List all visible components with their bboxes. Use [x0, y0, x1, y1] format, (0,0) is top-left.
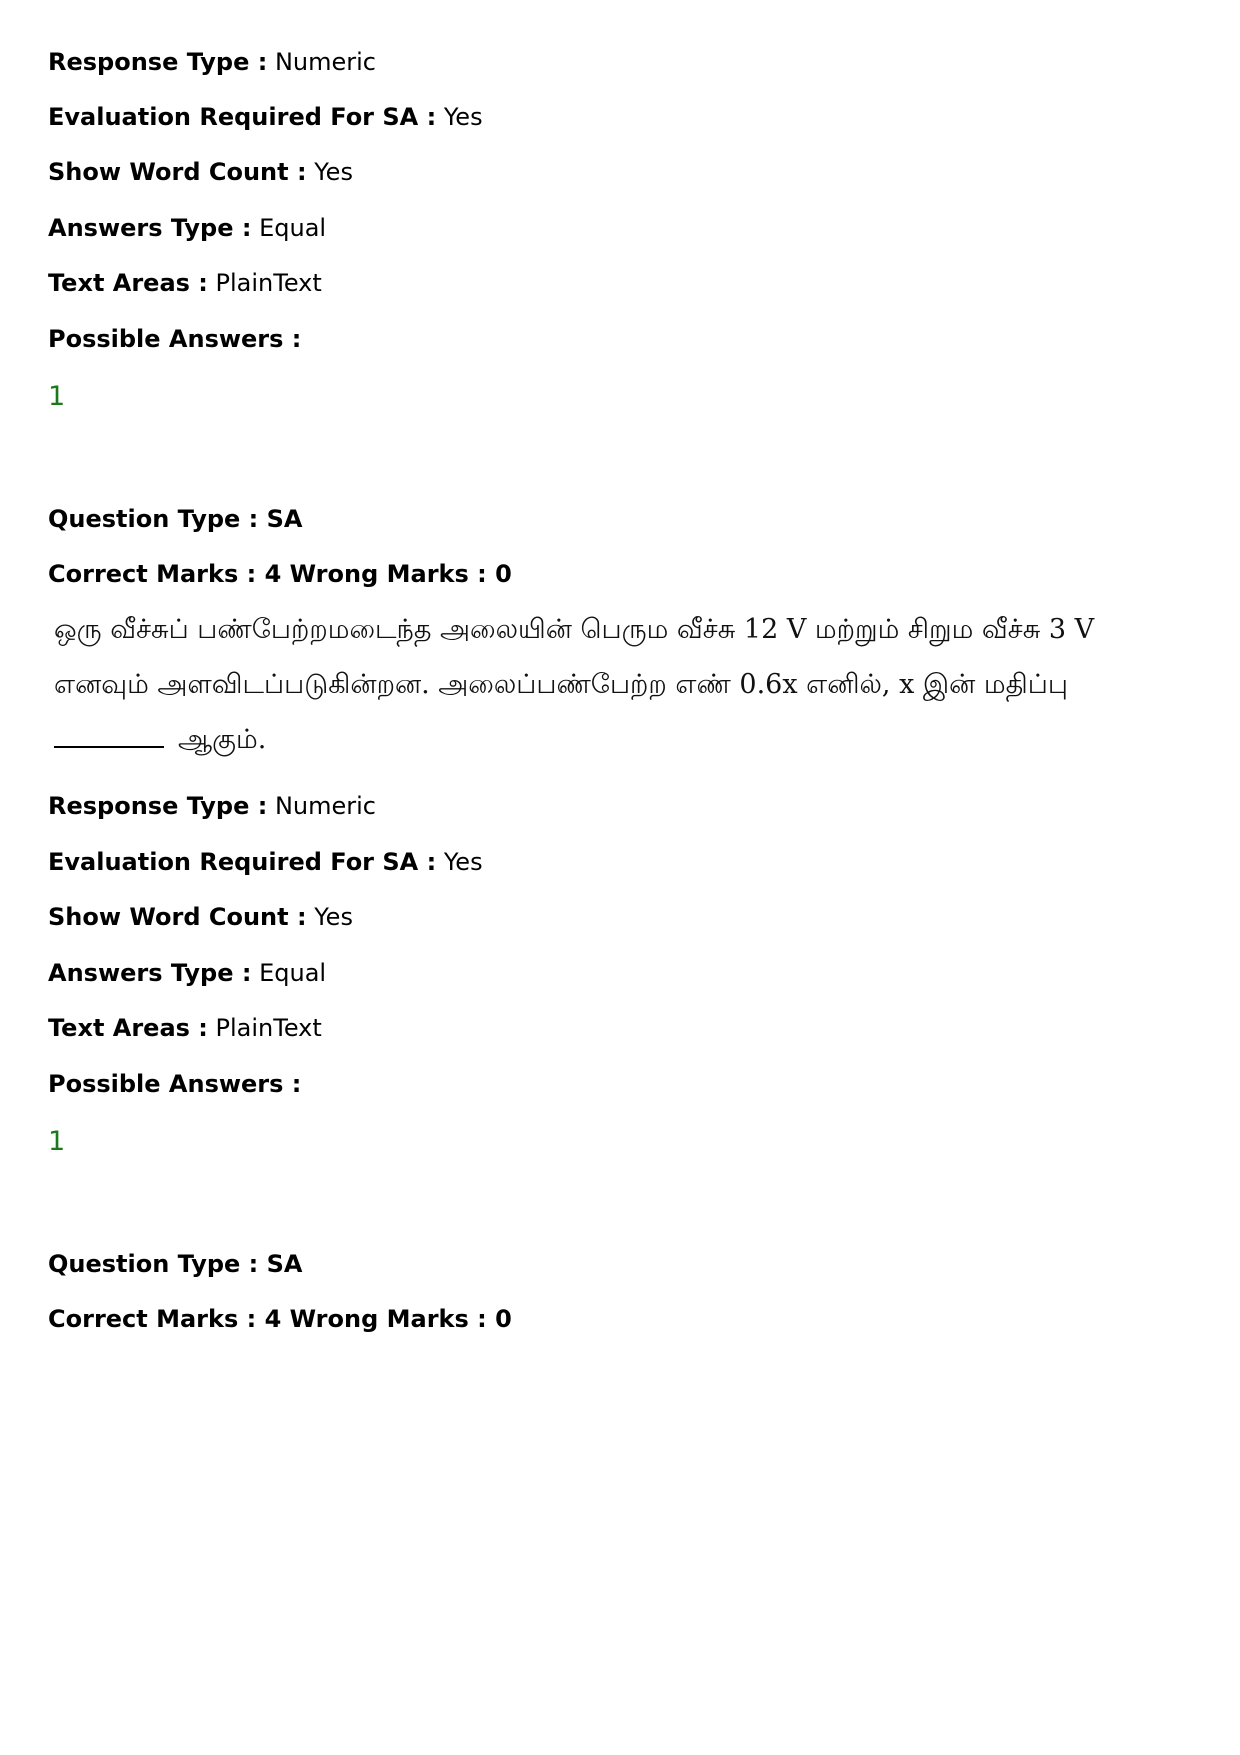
question-type: Question Type : SA — [48, 505, 303, 533]
question-type: Question Type : SA — [48, 1250, 303, 1278]
word-count-label: Show Word Count : — [48, 158, 307, 186]
response-type-row — [48, 790, 376, 822]
question-text-line-3-text: ஆகும். — [178, 724, 267, 755]
word-count-label: Show Word Count : — [48, 903, 307, 931]
evaluation-label: Evaluation Required For SA : — [48, 103, 437, 131]
answers-type-row — [48, 957, 326, 989]
question-text-image — [48, 605, 1095, 765]
question-text-line-3 — [54, 720, 266, 760]
possible-answers-label: Possible Answers : — [48, 325, 302, 353]
response-type-label: Response Type : — [48, 48, 268, 76]
text-areas-value: PlainText — [215, 269, 322, 297]
evaluation-row — [48, 101, 483, 133]
answer-blank — [54, 724, 164, 748]
evaluation-label: Evaluation Required For SA : — [48, 848, 437, 876]
response-type-value: Numeric — [274, 792, 376, 820]
text-areas-row — [48, 1012, 322, 1044]
word-count-row — [48, 901, 353, 933]
response-type-label: Response Type : — [48, 792, 268, 820]
text-areas-row — [48, 267, 322, 299]
text-areas-value: PlainText — [215, 1014, 322, 1042]
answers-type-row — [48, 212, 326, 244]
answers-type-label: Answers Type : — [48, 959, 252, 987]
text-areas-label: Text Areas : — [48, 1014, 208, 1042]
response-type-row — [48, 46, 376, 78]
answers-type-label: Answers Type : — [48, 214, 252, 242]
possible-answers-label: Possible Answers : — [48, 1070, 302, 1098]
word-count-value: Yes — [314, 158, 353, 186]
possible-answer-value: 1 — [48, 1126, 66, 1157]
evaluation-value: Yes — [443, 848, 483, 876]
question-text-line-1: ஒரு வீச்சுப் பண்பேற்றமடைந்த அலையின் பெரும வீச்சு 12 V மற்றும் சிறும வீச்சு 3 V — [54, 614, 1095, 645]
evaluation-value: Yes — [443, 103, 483, 131]
response-type-value: Numeric — [274, 48, 376, 76]
possible-answer-value: 1 — [48, 381, 66, 412]
word-count-value: Yes — [314, 903, 353, 931]
answers-type-value: Equal — [259, 959, 327, 987]
question-text-line-2: எனவும் அளவிடப்படுகின்றன. அலைப்பண்பேற்ற எண் 0.6x எனில், x இன் மதிப்பு — [54, 669, 1068, 700]
answers-type-value: Equal — [259, 214, 327, 242]
marks-row: Correct Marks : 4 Wrong Marks : 0 — [48, 1305, 512, 1333]
text-areas-label: Text Areas : — [48, 269, 208, 297]
evaluation-row — [48, 846, 483, 878]
marks-row: Correct Marks : 4 Wrong Marks : 0 — [48, 560, 512, 588]
word-count-row — [48, 156, 353, 188]
